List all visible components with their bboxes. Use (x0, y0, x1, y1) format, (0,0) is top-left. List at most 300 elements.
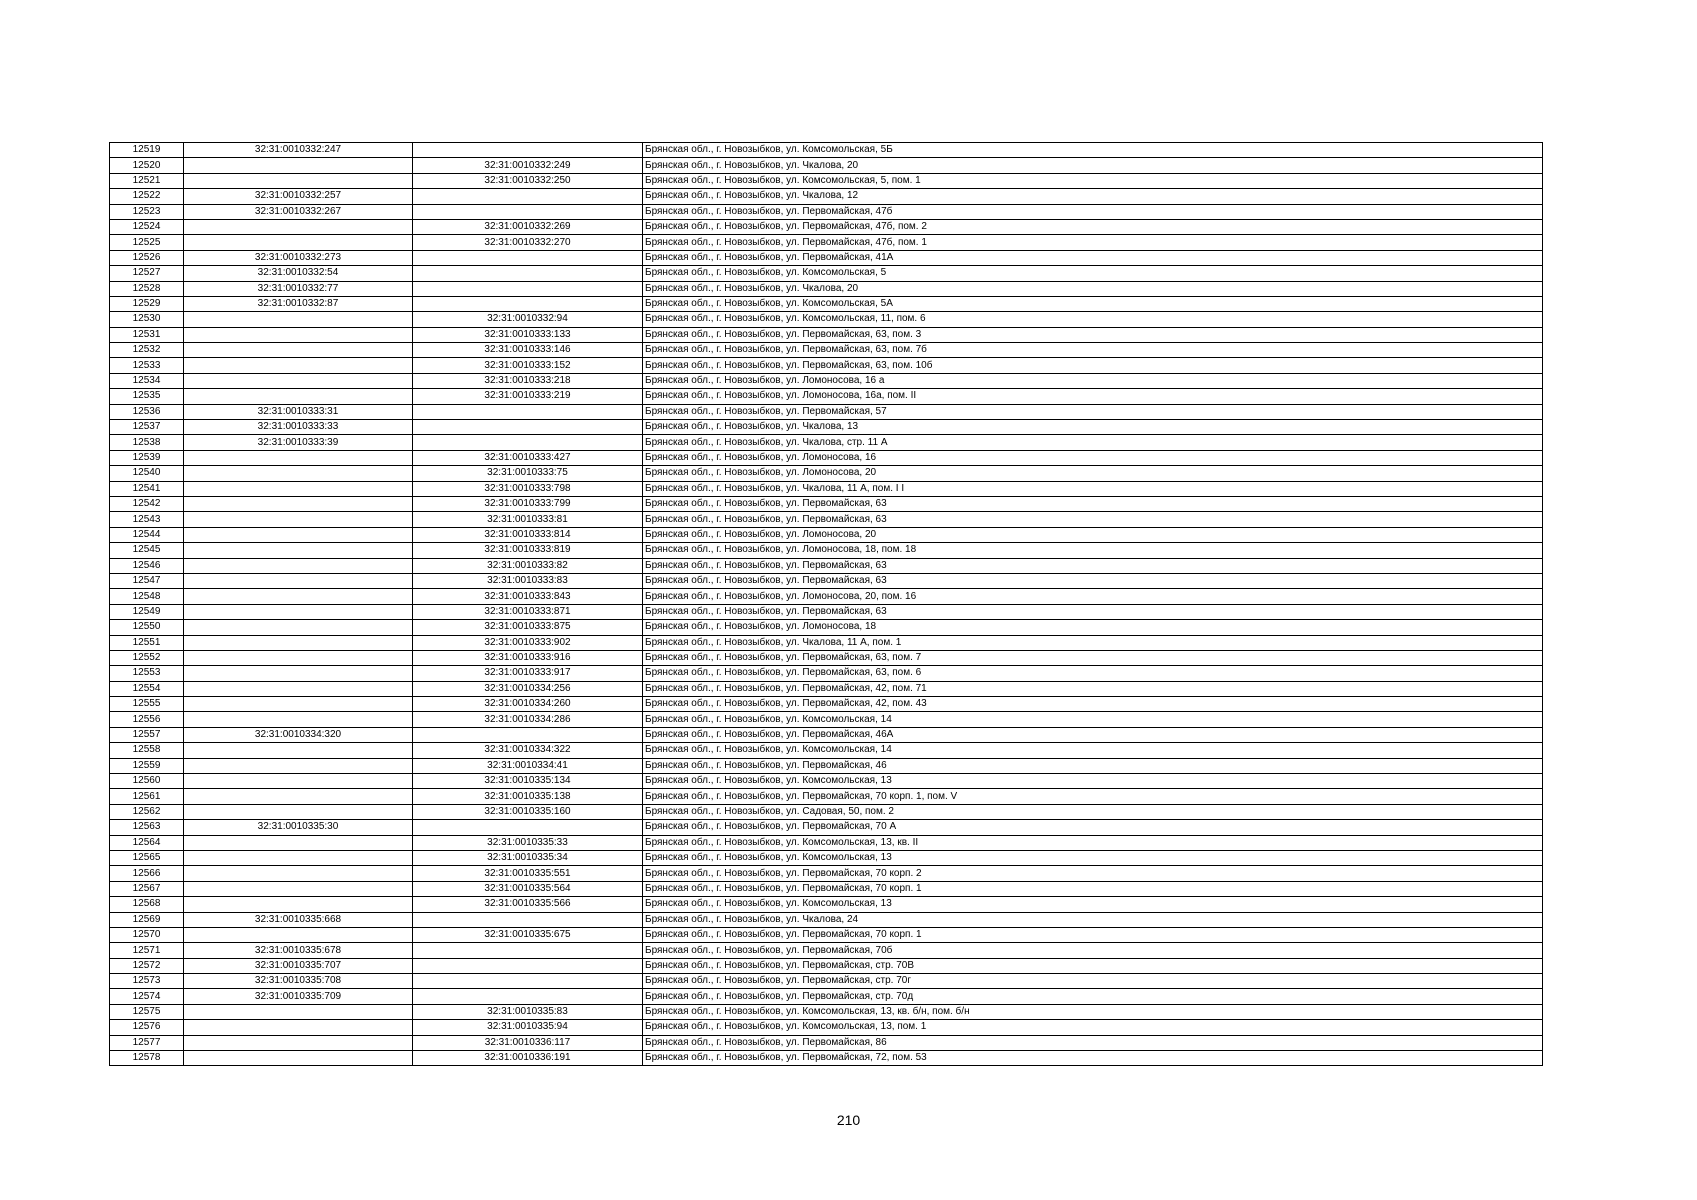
row-number-cell: 12532 (110, 343, 184, 358)
address-cell: Брянская обл., г. Новозыбков, ул. Комсомольская, 13 (643, 897, 1543, 912)
table-row (110, 604, 1543, 619)
land-cadastral-number-cell: 32:31:0010334:320 (184, 727, 413, 742)
address-cell: Брянская обл., г. Новозыбков, ул. Первомайская, 41А (643, 250, 1543, 265)
row-number-cell: 12526 (110, 250, 184, 265)
land-cadastral-number-cell (184, 635, 413, 650)
row-number-cell: 12520 (110, 158, 184, 173)
table-row (110, 589, 1543, 604)
land-cadastral-number-cell (184, 173, 413, 188)
building-cadastral-number-cell: 32:31:0010333:218 (413, 373, 643, 388)
table-row (110, 235, 1543, 250)
table-row (110, 296, 1543, 311)
row-number-cell: 12547 (110, 573, 184, 588)
table-row (110, 389, 1543, 404)
building-cadastral-number-cell: 32:31:0010332:270 (413, 235, 643, 250)
table-row (110, 404, 1543, 419)
building-cadastral-number-cell (413, 989, 643, 1004)
row-number-cell: 12560 (110, 774, 184, 789)
building-cadastral-number-cell: 32:31:0010333:917 (413, 666, 643, 681)
address-cell: Брянская обл., г. Новозыбков, ул. Первомайская, 70 А (643, 820, 1543, 835)
address-cell: Брянская обл., г. Новозыбков, ул. Комсомольская, 5 (643, 266, 1543, 281)
building-cadastral-number-cell: 32:31:0010333:814 (413, 527, 643, 542)
land-cadastral-number-cell (184, 543, 413, 558)
land-cadastral-number-cell: 32:31:0010332:273 (184, 250, 413, 265)
land-cadastral-number-cell (184, 1004, 413, 1019)
table-row (110, 173, 1543, 188)
address-cell: Брянская обл., г. Новозыбков, ул. Первомайская, 63 (643, 604, 1543, 619)
row-number-cell: 12551 (110, 635, 184, 650)
land-cadastral-number-cell: 32:31:0010333:39 (184, 435, 413, 450)
address-cell: Брянская обл., г. Новозыбков, ул. Первомайская, 70 корп. 1 (643, 881, 1543, 896)
table-row (110, 727, 1543, 742)
row-number-cell: 12549 (110, 604, 184, 619)
building-cadastral-number-cell (413, 266, 643, 281)
building-cadastral-number-cell: 32:31:0010333:819 (413, 543, 643, 558)
row-number-cell: 12531 (110, 327, 184, 342)
row-number-cell: 12555 (110, 697, 184, 712)
address-cell: Брянская обл., г. Новозыбков, ул. Чкалова, 13 (643, 420, 1543, 435)
row-number-cell: 12572 (110, 958, 184, 973)
building-cadastral-number-cell (413, 958, 643, 973)
table-row (110, 343, 1543, 358)
land-cadastral-number-cell (184, 804, 413, 819)
land-cadastral-number-cell (184, 158, 413, 173)
building-cadastral-number-cell (413, 143, 643, 158)
building-cadastral-number-cell: 32:31:0010333:875 (413, 620, 643, 635)
address-cell: Брянская обл., г. Новозыбков, ул. Первомайская, 42, пом. 71 (643, 681, 1543, 696)
land-cadastral-number-cell (184, 512, 413, 527)
table-row (110, 496, 1543, 511)
row-number-cell: 12523 (110, 204, 184, 219)
table-row (110, 774, 1543, 789)
address-cell: Брянская обл., г. Новозыбков, ул. Первомайская, 70 корп. 1, пом. V (643, 789, 1543, 804)
building-cadastral-number-cell (413, 404, 643, 419)
building-cadastral-number-cell: 32:31:0010333:83 (413, 573, 643, 588)
building-cadastral-number-cell: 32:31:0010333:82 (413, 558, 643, 573)
land-cadastral-number-cell (184, 481, 413, 496)
land-cadastral-number-cell (184, 774, 413, 789)
address-cell: Брянская обл., г. Новозыбков, ул. Первомайская, 47б, пом. 2 (643, 219, 1543, 234)
address-cell: Брянская обл., г. Новозыбков, ул. Комсомольская, 14 (643, 712, 1543, 727)
table-row (110, 743, 1543, 758)
building-cadastral-number-cell (413, 189, 643, 204)
table-row (110, 481, 1543, 496)
address-cell: Брянская обл., г. Новозыбков, ул. Чкалова, 12 (643, 189, 1543, 204)
land-cadastral-number-cell (184, 1051, 413, 1066)
building-cadastral-number-cell: 32:31:0010333:799 (413, 496, 643, 511)
table-row (110, 635, 1543, 650)
table-row (110, 527, 1543, 542)
table-row (110, 620, 1543, 635)
land-cadastral-number-cell (184, 573, 413, 588)
address-cell: Брянская обл., г. Новозыбков, ул. Садовая, 50, пом. 2 (643, 804, 1543, 819)
table-row (110, 1035, 1543, 1050)
row-number-cell: 12525 (110, 235, 184, 250)
row-number-cell: 12534 (110, 373, 184, 388)
address-cell: Брянская обл., г. Новозыбков, ул. Комсомольская, 13, кв. II (643, 835, 1543, 850)
address-cell: Брянская обл., г. Новозыбков, ул. Первомайская, 72, пом. 53 (643, 1051, 1543, 1066)
building-cadastral-number-cell (413, 250, 643, 265)
land-cadastral-number-cell: 32:31:0010332:247 (184, 143, 413, 158)
row-number-cell: 12552 (110, 650, 184, 665)
table-row (110, 835, 1543, 850)
land-cadastral-number-cell (184, 1020, 413, 1035)
address-cell: Брянская обл., г. Новозыбков, ул. Чкалова, 11 А, пом. 1 (643, 635, 1543, 650)
land-cadastral-number-cell (184, 466, 413, 481)
building-cadastral-number-cell (413, 912, 643, 927)
table-row (110, 420, 1543, 435)
land-cadastral-number-cell (184, 758, 413, 773)
row-number-cell: 12522 (110, 189, 184, 204)
row-number-cell: 12527 (110, 266, 184, 281)
address-cell: Брянская обл., г. Новозыбков, ул. Первомайская, 63 (643, 558, 1543, 573)
land-cadastral-number-cell: 32:31:0010333:33 (184, 420, 413, 435)
table-row (110, 219, 1543, 234)
building-cadastral-number-cell (413, 204, 643, 219)
address-cell: Брянская обл., г. Новозыбков, ул. Ломоносова, 20 (643, 466, 1543, 481)
land-cadastral-number-cell (184, 558, 413, 573)
land-cadastral-number-cell (184, 358, 413, 373)
land-cadastral-number-cell (184, 835, 413, 850)
address-cell: Брянская обл., г. Новозыбков, ул. Комсомольская, 14 (643, 743, 1543, 758)
address-cell: Брянская обл., г. Новозыбков, ул. Ломоносова, 18, пом. 18 (643, 543, 1543, 558)
row-number-cell: 12530 (110, 312, 184, 327)
land-cadastral-number-cell (184, 866, 413, 881)
address-cell: Брянская обл., г. Новозыбков, ул. Первомайская, стр. 70д (643, 989, 1543, 1004)
land-cadastral-number-cell (184, 312, 413, 327)
table-row (110, 327, 1543, 342)
row-number-cell: 12538 (110, 435, 184, 450)
table-row (110, 543, 1543, 558)
table-row (110, 989, 1543, 1004)
building-cadastral-number-cell (413, 974, 643, 989)
land-cadastral-number-cell (184, 681, 413, 696)
land-cadastral-number-cell (184, 743, 413, 758)
address-cell: Брянская обл., г. Новозыбков, ул. Первомайская, 63, пом. 6 (643, 666, 1543, 681)
address-cell: Брянская обл., г. Новозыбков, ул. Чкалова, 11 А, пом. I I (643, 481, 1543, 496)
table-row (110, 897, 1543, 912)
row-number-cell: 12529 (110, 296, 184, 311)
building-cadastral-number-cell: 32:31:0010334:322 (413, 743, 643, 758)
land-cadastral-number-cell: 32:31:0010332:267 (184, 204, 413, 219)
table-row (110, 266, 1543, 281)
building-cadastral-number-cell: 32:31:0010335:138 (413, 789, 643, 804)
land-cadastral-number-cell: 32:31:0010335:708 (184, 974, 413, 989)
land-cadastral-number-cell (184, 496, 413, 511)
table-row (110, 250, 1543, 265)
row-number-cell: 12533 (110, 358, 184, 373)
row-number-cell: 12528 (110, 281, 184, 296)
address-cell: Брянская обл., г. Новозыбков, ул. Первомайская, 42, пом. 43 (643, 697, 1543, 712)
address-cell: Брянская обл., г. Новозыбков, ул. Чкалова, 20 (643, 281, 1543, 296)
land-cadastral-number-cell: 32:31:0010332:54 (184, 266, 413, 281)
row-number-cell: 12559 (110, 758, 184, 773)
land-cadastral-number-cell: 32:31:0010332:257 (184, 189, 413, 204)
address-cell: Брянская обл., г. Новозыбков, ул. Комсомольская, 13 (643, 850, 1543, 865)
row-number-cell: 12571 (110, 943, 184, 958)
table-row (110, 558, 1543, 573)
building-cadastral-number-cell (413, 296, 643, 311)
building-cadastral-number-cell (413, 435, 643, 450)
building-cadastral-number-cell: 32:31:0010334:41 (413, 758, 643, 773)
table-row (110, 573, 1543, 588)
table-row (110, 1004, 1543, 1019)
table-row (110, 943, 1543, 958)
building-cadastral-number-cell: 32:31:0010335:675 (413, 927, 643, 942)
address-cell: Брянская обл., г. Новозыбков, ул. Первомайская, 63 (643, 512, 1543, 527)
address-cell: Брянская обл., г. Новозыбков, ул. Первомайская, 47б, пом. 1 (643, 235, 1543, 250)
table-row (110, 158, 1543, 173)
table-row (110, 697, 1543, 712)
building-cadastral-number-cell (413, 943, 643, 958)
land-cadastral-number-cell (184, 589, 413, 604)
table-row (110, 466, 1543, 481)
row-number-cell: 12575 (110, 1004, 184, 1019)
row-number-cell: 12543 (110, 512, 184, 527)
row-number-cell: 12557 (110, 727, 184, 742)
page-number: 210 (836, 1112, 861, 1128)
row-number-cell: 12558 (110, 743, 184, 758)
building-cadastral-number-cell: 32:31:0010335:134 (413, 774, 643, 789)
building-cadastral-number-cell: 32:31:0010333:219 (413, 389, 643, 404)
address-cell: Брянская обл., г. Новозыбков, ул. Первомайская, 46 (643, 758, 1543, 773)
address-cell: Брянская обл., г. Новозыбков, ул. Первомайская, 46А (643, 727, 1543, 742)
address-cell: Брянская обл., г. Новозыбков, ул. Первомайская, 47б (643, 204, 1543, 219)
building-cadastral-number-cell: 32:31:0010333:133 (413, 327, 643, 342)
row-number-cell: 12535 (110, 389, 184, 404)
address-cell: Брянская обл., г. Новозыбков, ул. Чкалова, 24 (643, 912, 1543, 927)
row-number-cell: 12578 (110, 1051, 184, 1066)
table-row (110, 189, 1543, 204)
building-cadastral-number-cell: 32:31:0010332:94 (413, 312, 643, 327)
land-cadastral-number-cell: 32:31:0010335:668 (184, 912, 413, 927)
land-cadastral-number-cell: 32:31:0010333:31 (184, 404, 413, 419)
land-cadastral-number-cell: 32:31:0010332:77 (184, 281, 413, 296)
row-number-cell: 12524 (110, 219, 184, 234)
land-cadastral-number-cell (184, 650, 413, 665)
building-cadastral-number-cell: 32:31:0010332:269 (413, 219, 643, 234)
row-number-cell: 12544 (110, 527, 184, 542)
address-cell: Брянская обл., г. Новозыбков, ул. Комсомольская, 5, пом. 1 (643, 173, 1543, 188)
land-cadastral-number-cell (184, 219, 413, 234)
row-number-cell: 12567 (110, 881, 184, 896)
land-cadastral-number-cell (184, 881, 413, 896)
address-cell: Брянская обл., г. Новозыбков, ул. Первомайская, 86 (643, 1035, 1543, 1050)
building-cadastral-number-cell: 32:31:0010333:75 (413, 466, 643, 481)
building-cadastral-number-cell: 32:31:0010335:551 (413, 866, 643, 881)
land-cadastral-number-cell (184, 697, 413, 712)
address-cell: Брянская обл., г. Новозыбков, ул. Комсомольская, 5Б (643, 143, 1543, 158)
row-number-cell: 12576 (110, 1020, 184, 1035)
building-cadastral-number-cell: 32:31:0010333:152 (413, 358, 643, 373)
table-row (110, 312, 1543, 327)
row-number-cell: 12574 (110, 989, 184, 1004)
address-cell: Брянская обл., г. Новозыбков, ул. Первомайская, 70 корп. 1 (643, 927, 1543, 942)
row-number-cell: 12542 (110, 496, 184, 511)
building-cadastral-number-cell: 32:31:0010335:34 (413, 850, 643, 865)
land-cadastral-number-cell (184, 373, 413, 388)
table-row (110, 143, 1543, 158)
table-row (110, 373, 1543, 388)
land-cadastral-number-cell: 32:31:0010335:709 (184, 989, 413, 1004)
row-number-cell: 12537 (110, 420, 184, 435)
row-number-cell: 12570 (110, 927, 184, 942)
address-cell: Брянская обл., г. Новозыбков, ул. Первомайская, 63, пом. 7б (643, 343, 1543, 358)
row-number-cell: 12566 (110, 866, 184, 881)
building-cadastral-number-cell: 32:31:0010333:798 (413, 481, 643, 496)
table-row (110, 820, 1543, 835)
address-cell: Брянская обл., г. Новозыбков, ул. Первомайская, стр. 70В (643, 958, 1543, 973)
row-number-cell: 12563 (110, 820, 184, 835)
address-cell: Брянская обл., г. Новозыбков, ул. Комсомольская, 13 (643, 774, 1543, 789)
land-cadastral-number-cell (184, 450, 413, 465)
table-row (110, 927, 1543, 942)
row-number-cell: 12521 (110, 173, 184, 188)
row-number-cell: 12539 (110, 450, 184, 465)
row-number-cell: 12573 (110, 974, 184, 989)
building-cadastral-number-cell: 32:31:0010333:843 (413, 589, 643, 604)
table-row (110, 712, 1543, 727)
building-cadastral-number-cell: 32:31:0010334:260 (413, 697, 643, 712)
building-cadastral-number-cell: 32:31:0010335:564 (413, 881, 643, 896)
building-cadastral-number-cell: 32:31:0010333:146 (413, 343, 643, 358)
land-cadastral-number-cell (184, 604, 413, 619)
building-cadastral-number-cell: 32:31:0010334:286 (413, 712, 643, 727)
table-row (110, 358, 1543, 373)
table-row (110, 650, 1543, 665)
building-cadastral-number-cell: 32:31:0010332:249 (413, 158, 643, 173)
address-cell: Брянская обл., г. Новозыбков, ул. Первомайская, 70 корп. 2 (643, 866, 1543, 881)
address-cell: Брянская обл., г. Новозыбков, ул. Комсомольская, 5А (643, 296, 1543, 311)
row-number-cell: 12554 (110, 681, 184, 696)
building-cadastral-number-cell: 32:31:0010333:871 (413, 604, 643, 619)
building-cadastral-number-cell (413, 820, 643, 835)
table-row (110, 666, 1543, 681)
address-cell: Брянская обл., г. Новозыбков, ул. Первомайская, 63 (643, 573, 1543, 588)
row-number-cell: 12541 (110, 481, 184, 496)
address-cell: Брянская обл., г. Новозыбков, ул. Ломоносова, 16 (643, 450, 1543, 465)
building-cadastral-number-cell (413, 420, 643, 435)
address-cell: Брянская обл., г. Новозыбков, ул. Комсомольская, 13, кв. б/н, пом. б/н (643, 1004, 1543, 1019)
row-number-cell: 12546 (110, 558, 184, 573)
row-number-cell: 12565 (110, 850, 184, 865)
table-row (110, 681, 1543, 696)
building-cadastral-number-cell (413, 727, 643, 742)
address-cell: Брянская обл., г. Новозыбков, ул. Первомайская, 63, пом. 10б (643, 358, 1543, 373)
table-row (110, 1051, 1543, 1066)
land-cadastral-number-cell: 32:31:0010332:87 (184, 296, 413, 311)
table-row (110, 881, 1543, 896)
address-cell: Брянская обл., г. Новозыбков, ул. Ломоносова, 18 (643, 620, 1543, 635)
row-number-cell: 12550 (110, 620, 184, 635)
row-number-cell: 12561 (110, 789, 184, 804)
table-row (110, 958, 1543, 973)
address-cell: Брянская обл., г. Новозыбков, ул. Первомайская, 57 (643, 404, 1543, 419)
land-cadastral-number-cell (184, 712, 413, 727)
table-row (110, 912, 1543, 927)
land-cadastral-number-cell (184, 235, 413, 250)
building-cadastral-number-cell: 32:31:0010335:33 (413, 835, 643, 850)
table-row (110, 512, 1543, 527)
building-cadastral-number-cell: 32:31:0010333:81 (413, 512, 643, 527)
land-cadastral-number-cell (184, 850, 413, 865)
row-number-cell: 12569 (110, 912, 184, 927)
row-number-cell: 12548 (110, 589, 184, 604)
building-cadastral-number-cell: 32:31:0010334:256 (413, 681, 643, 696)
table-row (110, 204, 1543, 219)
land-cadastral-number-cell (184, 666, 413, 681)
row-number-cell: 12564 (110, 835, 184, 850)
register-table-body (110, 143, 1543, 1066)
address-cell: Брянская обл., г. Новозыбков, ул. Ломоносова, 20 (643, 527, 1543, 542)
building-cadastral-number-cell: 32:31:0010333:902 (413, 635, 643, 650)
register-table (109, 142, 1543, 1066)
land-cadastral-number-cell: 32:31:0010335:707 (184, 958, 413, 973)
land-cadastral-number-cell (184, 527, 413, 542)
building-cadastral-number-cell: 32:31:0010335:566 (413, 897, 643, 912)
building-cadastral-number-cell: 32:31:0010335:94 (413, 1020, 643, 1035)
row-number-cell: 12545 (110, 543, 184, 558)
address-cell: Брянская обл., г. Новозыбков, ул. Комсомольская, 11, пом. 6 (643, 312, 1543, 327)
table-row (110, 1020, 1543, 1035)
address-cell: Брянская обл., г. Новозыбков, ул. Ломоносова, 16а, пом. II (643, 389, 1543, 404)
address-cell: Брянская обл., г. Новозыбков, ул. Первомайская, 70б (643, 943, 1543, 958)
row-number-cell: 12553 (110, 666, 184, 681)
row-number-cell: 12556 (110, 712, 184, 727)
table-row (110, 435, 1543, 450)
row-number-cell: 12562 (110, 804, 184, 819)
address-cell: Брянская обл., г. Новозыбков, ул. Первомайская, 63, пом. 7 (643, 650, 1543, 665)
table-row (110, 850, 1543, 865)
land-cadastral-number-cell (184, 343, 413, 358)
land-cadastral-number-cell (184, 327, 413, 342)
land-cadastral-number-cell (184, 927, 413, 942)
table-row (110, 789, 1543, 804)
land-cadastral-number-cell (184, 1035, 413, 1050)
building-cadastral-number-cell: 32:31:0010333:427 (413, 450, 643, 465)
address-cell: Брянская обл., г. Новозыбков, ул. Ломоносова, 20, пом. 16 (643, 589, 1543, 604)
land-cadastral-number-cell (184, 389, 413, 404)
land-cadastral-number-cell (184, 897, 413, 912)
row-number-cell: 12519 (110, 143, 184, 158)
table-row (110, 866, 1543, 881)
building-cadastral-number-cell: 32:31:0010335:160 (413, 804, 643, 819)
address-cell: Брянская обл., г. Новозыбков, ул. Первомайская, стр. 70г (643, 974, 1543, 989)
address-cell: Брянская обл., г. Новозыбков, ул. Первомайская, 63 (643, 496, 1543, 511)
table-row (110, 974, 1543, 989)
table-row (110, 450, 1543, 465)
building-cadastral-number-cell: 32:31:0010336:117 (413, 1035, 643, 1050)
table-row (110, 758, 1543, 773)
building-cadastral-number-cell (413, 281, 643, 296)
building-cadastral-number-cell: 32:31:0010335:83 (413, 1004, 643, 1019)
land-cadastral-number-cell: 32:31:0010335:678 (184, 943, 413, 958)
land-cadastral-number-cell (184, 620, 413, 635)
building-cadastral-number-cell: 32:31:0010336:191 (413, 1051, 643, 1066)
row-number-cell: 12540 (110, 466, 184, 481)
row-number-cell: 12536 (110, 404, 184, 419)
land-cadastral-number-cell (184, 789, 413, 804)
building-cadastral-number-cell: 32:31:0010332:250 (413, 173, 643, 188)
row-number-cell: 12568 (110, 897, 184, 912)
address-cell: Брянская обл., г. Новозыбков, ул. Первомайская, 63, пом. 3 (643, 327, 1543, 342)
land-cadastral-number-cell: 32:31:0010335:30 (184, 820, 413, 835)
address-cell: Брянская обл., г. Новозыбков, ул. Чкалова, стр. 11 А (643, 435, 1543, 450)
address-cell: Брянская обл., г. Новозыбков, ул. Ломоносова, 16 а (643, 373, 1543, 388)
table-row (110, 281, 1543, 296)
table-row (110, 804, 1543, 819)
address-cell: Брянская обл., г. Новозыбков, ул. Чкалова, 20 (643, 158, 1543, 173)
